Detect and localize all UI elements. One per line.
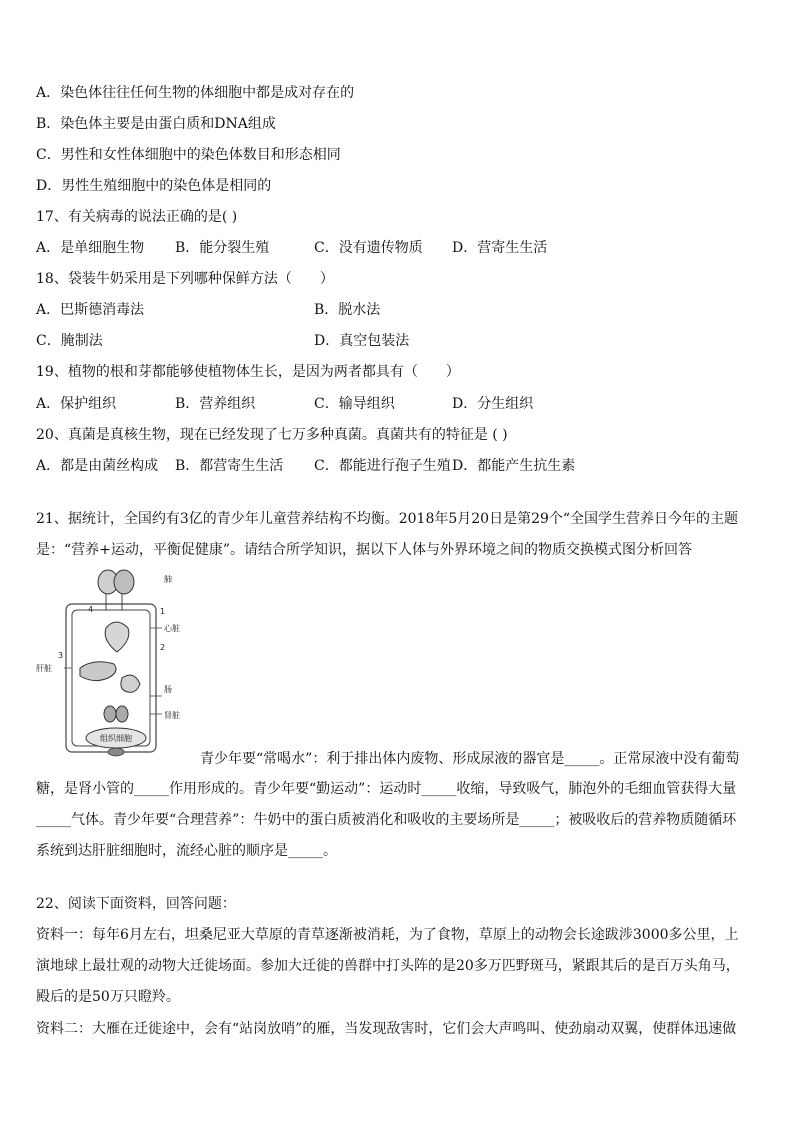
q19-option-b: B．营养组织 — [175, 396, 256, 412]
circulation-diagram — [36, 568, 198, 764]
q16-option-a: A．染色体往往任何生物的体细胞中都是成对存在的 — [36, 85, 355, 101]
q21-stem-line2: 是：“营养+运动，平衡促健康”。请结合所学知识，据以下人体与外界环境之间的物质交换模式图分析回答 — [36, 542, 693, 558]
q19-stem: 19、植物的根和芽都能够使植物体生长，是因为两者都具有（ ） — [36, 364, 460, 380]
q17-option-b: B．能分裂生殖 — [175, 240, 270, 256]
q16-option-d: D．男性生殖细胞中的染色体是相同的 — [36, 178, 272, 194]
q21-stem-line1: 21、据统计，全国约有3亿的青少年儿童营养结构不均衡。2018年5月20日是第29个“全国学生营养日今年的主题 — [36, 511, 739, 527]
label-number-1: 1 — [160, 607, 166, 616]
q22-material1-line1: 资料一：每年6月左右，坦桑尼亚大草原的青草逐渐被消耗，为了食物，草原上的动物会长途跋涉3000多公里，上 — [36, 927, 739, 943]
label-heart: 心脏 — [164, 624, 180, 633]
q21-text-line6: 系统到达肝脏细胞时，流经心脏的顺序是_____。 — [36, 843, 337, 859]
q21-text-line4: 糖，是肾小管的_____作用形成的。青少年要“勤运动”：运动时_____收缩，导致吸气，肺泡外的毛细血管获得大量 — [36, 781, 737, 797]
q16-option-c: C．男性和女性体细胞中的染色体数目和形态相同 — [36, 147, 341, 163]
q19-option-d: D．分生组织 — [452, 396, 534, 412]
q18-option-d: D．真空包装法 — [314, 333, 410, 349]
q22-stem: 22、阅读下面资料，回答问题： — [36, 896, 236, 912]
label-number-4: 4 — [88, 605, 94, 614]
q20-option-c: C．都能进行孢子生殖 — [314, 458, 451, 474]
q20-stem: 20、真菌是真核生物，现在已经发现了七万多种真菌。真菌共有的特征是 ( ) — [36, 427, 508, 443]
q17-stem: 17、有关病毒的说法正确的是( ) — [36, 209, 238, 225]
q18-stem: 18、袋装牛奶采用是下列哪种保鲜方法（ ） — [36, 271, 334, 287]
label-kidney: 肾脏 — [164, 711, 180, 720]
q20-option-b: B．都营寄生生活 — [175, 458, 284, 474]
q21-text-line3: 青少年要“常喝水”：利于排出体内废物、形成尿液的器官是_____。正常尿液中没有葡萄 — [200, 751, 740, 767]
q22-material1-line2: 演地球上最壮观的动物大迁徙场面。参加大迁徙的兽群中打头阵的是20多万匹野斑马，紧跟其后的是百万头角马， — [36, 958, 740, 974]
q20-option-d: D．都能产生抗生素 — [452, 458, 576, 474]
q20-option-a: A．都是由菌丝构成 — [36, 458, 159, 474]
q18-option-c: C．腌制法 — [36, 333, 103, 349]
label-lung: 肺 — [164, 575, 172, 584]
label-number-3: 3 — [58, 651, 64, 660]
q21-text-line5: _____气体。青少年要“合理营养”：牛奶中的蛋白质被消化和吸收的主要场所是_____；被吸收后的营养物质随循环 — [36, 812, 737, 828]
q18-option-a: A．巴斯德消毒法 — [36, 302, 145, 318]
q22-material2-line1: 资料二：大雁在迁徙途中，会有“站岗放哨”的雁，当发现敌害时，它们会大声鸣叫、使劲扇动双翼，使群体迅速做 — [36, 1021, 737, 1037]
q16-option-b: B．染色体主要是由蛋白质和DNA组成 — [36, 116, 276, 132]
q19-option-a: A．保护组织 — [36, 396, 117, 412]
q17-option-d: D．营寄生生活 — [452, 240, 548, 256]
q19-option-c: C．输导组织 — [314, 396, 395, 412]
q18-option-b: B．脱水法 — [314, 302, 381, 318]
label-intestine: 肠 — [164, 685, 172, 694]
q17-option-c: C．没有遗传物质 — [314, 240, 423, 256]
q22-material1-line3: 殿后的是50万只瞪羚。 — [36, 989, 180, 1005]
label-liver: 肝脏 — [36, 664, 52, 673]
label-number-2: 2 — [160, 643, 166, 652]
q17-option-a: A．是单细胞生物 — [36, 240, 145, 256]
label-tissue: 组织细胞 — [100, 734, 132, 743]
